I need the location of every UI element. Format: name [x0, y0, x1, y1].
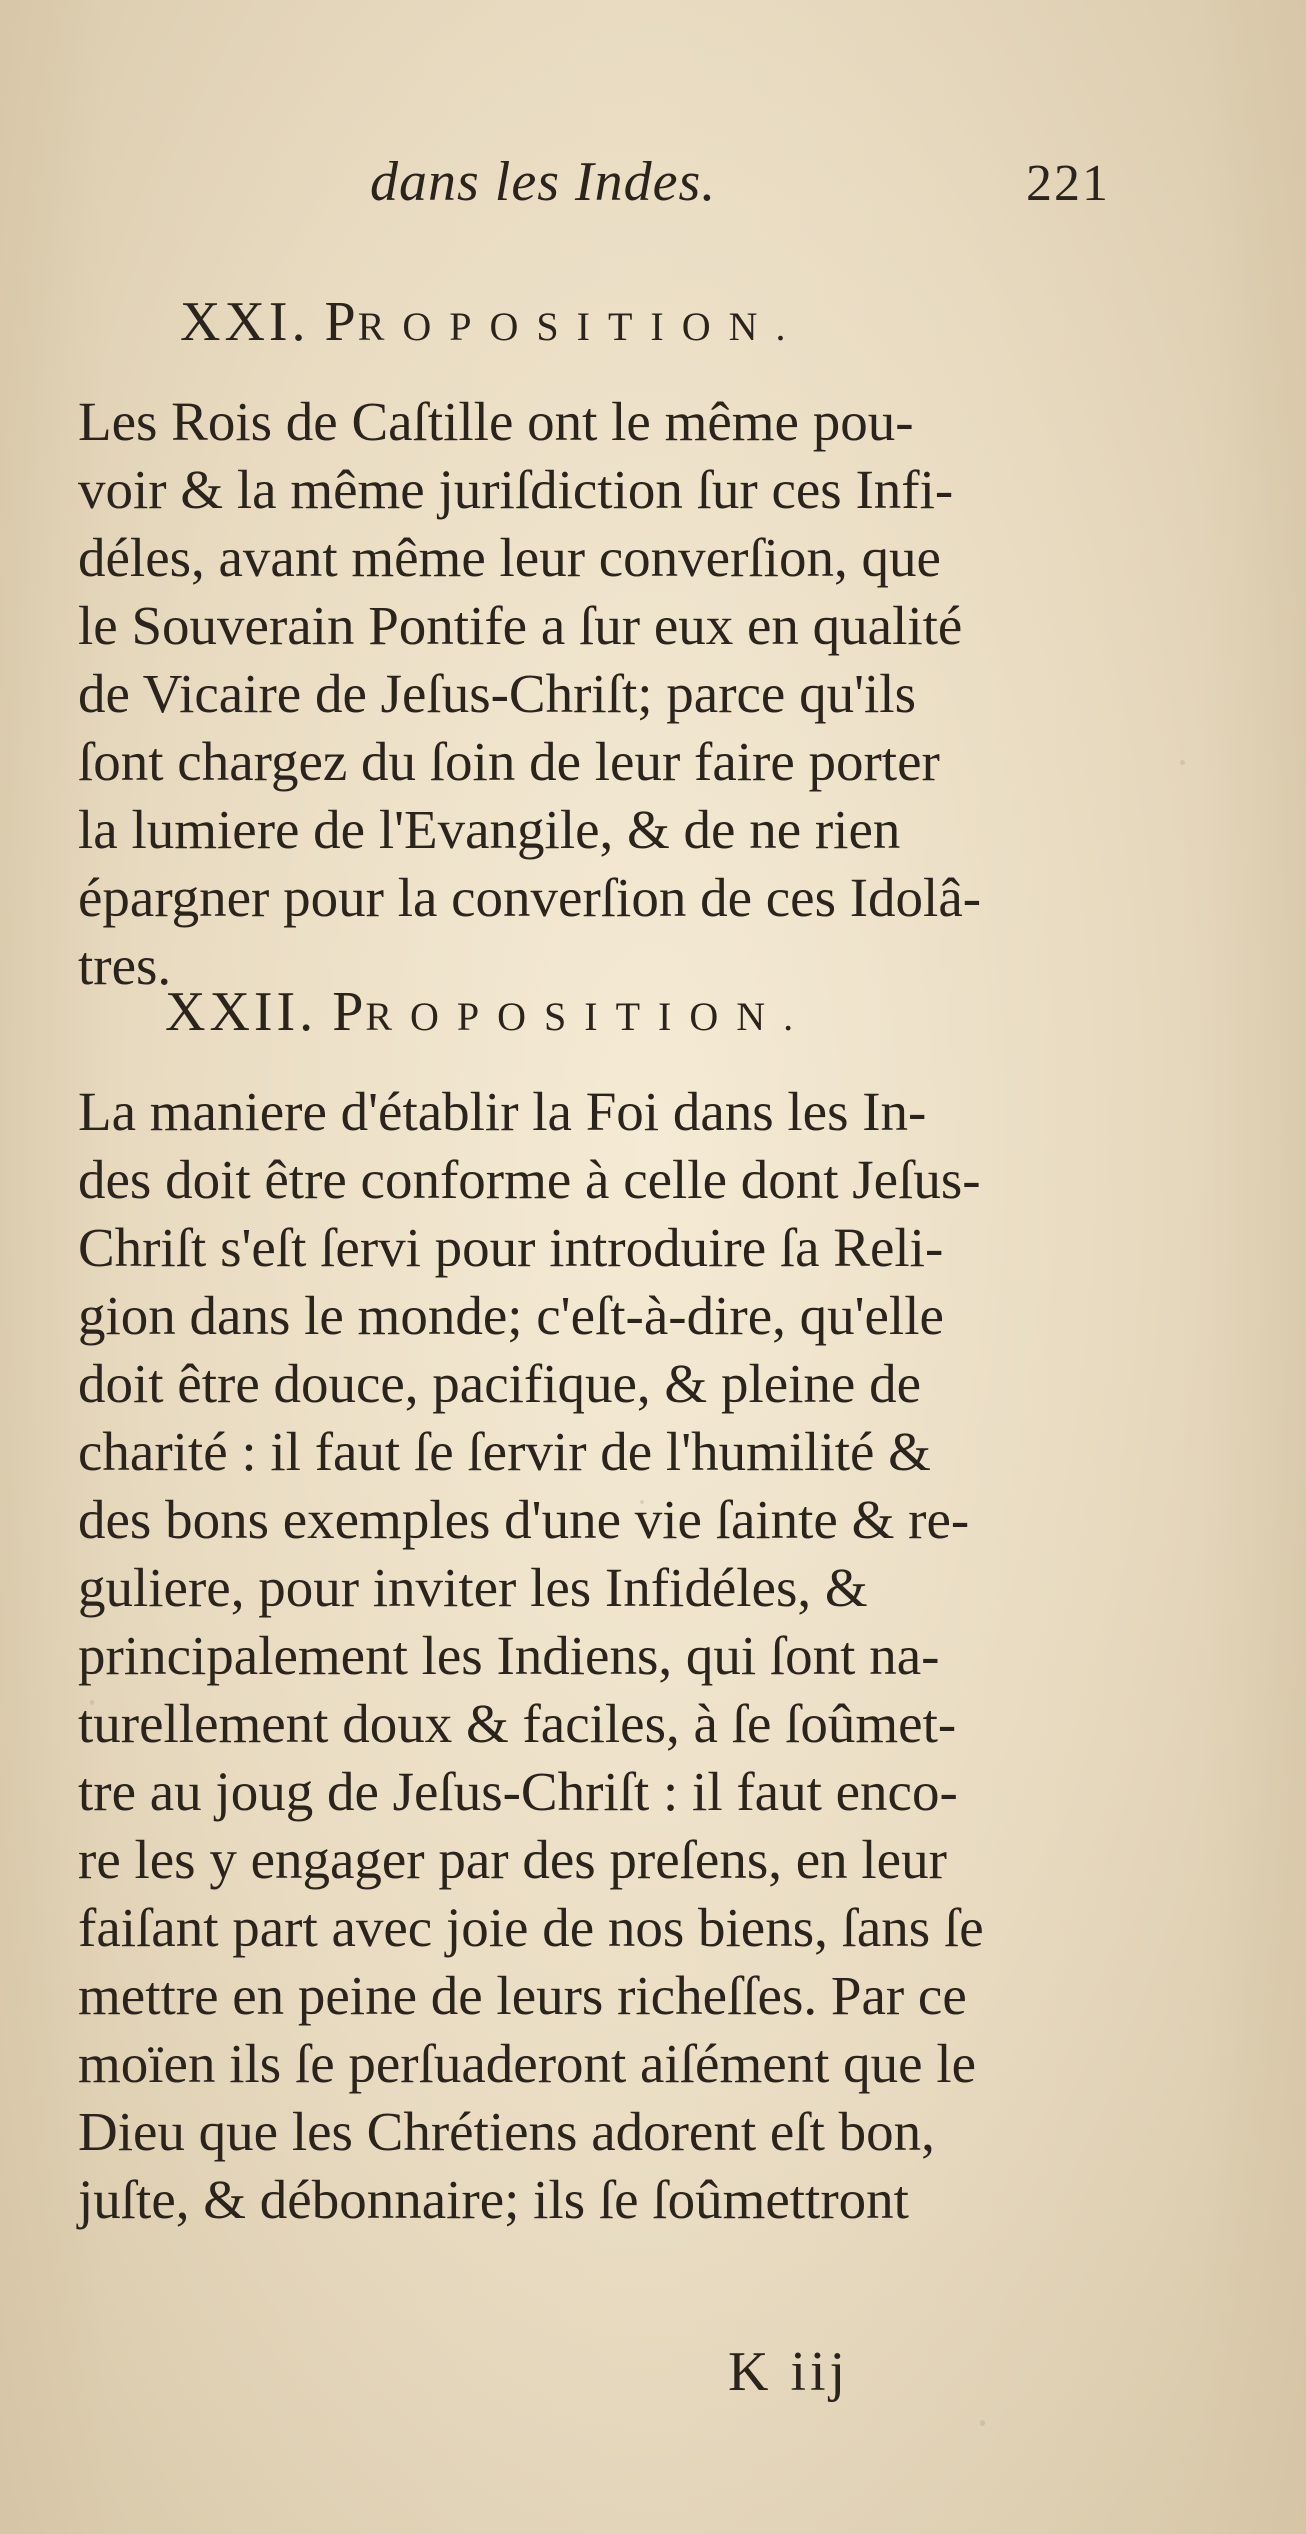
paper-speck	[1180, 760, 1185, 765]
section-title-initial: P	[332, 981, 366, 1043]
section-title-rest: ROPOSITION.	[365, 994, 812, 1039]
paragraph-xxi	[78, 388, 1078, 1000]
signature-mark: K iij	[728, 2341, 850, 2403]
text-line: La maniere d'établir la Foi dans les In-	[78, 1081, 927, 1142]
text-line: Chriſt s'eſt ſervi pour introduire ſa Reli-	[78, 1217, 944, 1278]
text-line: tre au joug de Jeſus-Chriſt : il faut enco-	[78, 1761, 958, 1822]
text-line: voir & la même juriſdiction ſur ces Infi-	[78, 459, 954, 520]
text-line: faiſant part avec joie de nos biens, ſans ſe	[78, 1897, 984, 1958]
text-line: re les y engager par des preſens, en leur	[78, 1829, 947, 1890]
text-line: de Vicaire de Jeſus-Chriſt; parce qu'ils	[78, 663, 916, 724]
running-head-title: dans les Indes.	[370, 151, 717, 213]
text-line: des doit être conforme à celle dont Jeſus-	[78, 1149, 981, 1210]
section-title-initial: P	[324, 291, 358, 353]
text-line: gion dans le monde; c'eſt-à-dire, qu'elle	[78, 1285, 944, 1346]
text-line: guliere, pour inviter les Infidéles, &	[78, 1557, 868, 1618]
section-heading-xxii	[165, 980, 811, 1044]
text-line: la lumiere de l'Evangile, & de ne rien	[78, 799, 901, 860]
text-line: Dieu que les Chrétiens adorent eſt bon,	[78, 2101, 935, 2162]
text-line: moïen ils ſe perſuaderont aiſément que le	[78, 2033, 977, 2094]
text-line: doit être douce, pacifique, & pleine de	[78, 1353, 921, 1414]
text-line: charité : il faut ſe ſervir de l'humilité &	[78, 1421, 931, 1482]
text-line: principalement les Indiens, qui ſont na-	[78, 1625, 940, 1686]
text-line: tres.	[78, 935, 172, 996]
section-heading-xxi	[180, 290, 803, 354]
text-line: des bons exemples d'une vie ſainte & re-	[78, 1489, 970, 1550]
text-line: le Souverain Pontife a ſur eux en qualité	[78, 595, 963, 656]
text-line: Les Rois de Caſtille ont le même pou-	[78, 391, 914, 452]
running-head	[160, 150, 1110, 230]
text-line: mettre en peine de leurs richeſſes. Par ce	[78, 1965, 967, 2026]
text-line: déles, avant même leur converſion, que	[78, 527, 941, 588]
paragraph-xxii	[78, 1078, 1078, 2234]
text-line: épargner pour la converſion de ces Idolâ-	[78, 867, 982, 928]
section-numeral: XXI.	[180, 291, 310, 353]
section-title-rest: ROPOSITION.	[357, 304, 804, 349]
paper-speck	[980, 2420, 985, 2426]
page-number: 221	[1026, 155, 1110, 212]
text-line: turellement doux & faciles, à ſe ſoûmet-	[78, 1693, 957, 1754]
section-numeral: XXII.	[165, 981, 318, 1043]
text-line: ſont chargez du ſoin de leur faire porter	[78, 731, 940, 792]
text-line: juſte, & débonnaire; ils ſe ſoûmettront	[78, 2169, 909, 2230]
